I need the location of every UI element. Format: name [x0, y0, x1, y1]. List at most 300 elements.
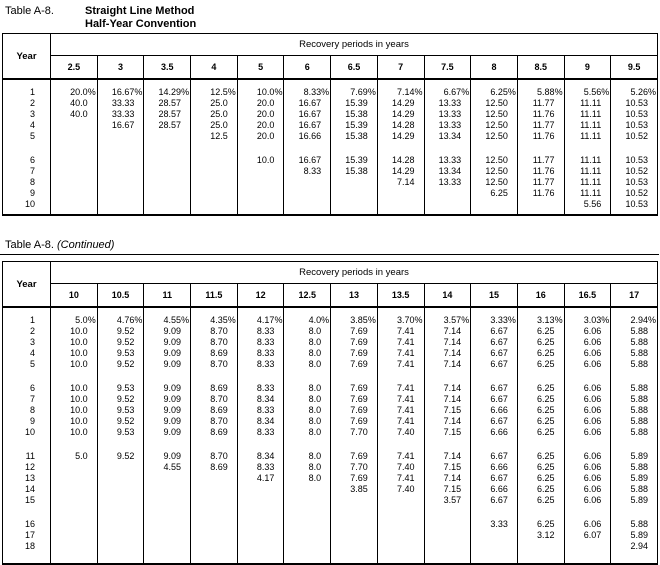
value-cell: 12.50	[471, 166, 518, 177]
value-cell: 15.39	[331, 98, 378, 109]
value-cell: 8.33	[284, 166, 331, 177]
value-cell: 12.50	[471, 177, 518, 188]
value-cell: 6.25%	[471, 79, 518, 98]
period-column-header: 3.5	[144, 56, 191, 80]
value-cell: 8.33	[237, 359, 284, 370]
value-cell: 10.53	[611, 142, 658, 166]
value-cell: 8.0	[284, 473, 331, 484]
value-cell: 16.67	[284, 98, 331, 109]
value-cell: 7.41	[377, 348, 424, 359]
table-row	[3, 394, 658, 405]
period-column-header: 10	[51, 284, 98, 308]
value-cell: 5.88	[611, 462, 658, 473]
year-cell: 5	[3, 131, 51, 142]
value-cell: 9.52	[97, 438, 144, 462]
value-cell	[51, 120, 98, 131]
value-cell: 6.67	[471, 394, 518, 405]
period-column-header: 12	[237, 284, 284, 308]
value-cell: 8.34	[237, 438, 284, 462]
value-cell: 11.11	[564, 98, 611, 109]
value-cell: 6.67%	[424, 79, 471, 98]
value-cell	[377, 199, 424, 215]
table-row	[3, 484, 658, 495]
value-cell: 7.69	[331, 348, 378, 359]
value-cell: 9.09	[144, 427, 191, 438]
value-cell: 7.41	[377, 394, 424, 405]
value-cell	[517, 541, 564, 564]
value-cell: 6.25	[517, 506, 564, 530]
year-cell: 14	[3, 484, 51, 495]
table-row	[3, 142, 658, 166]
value-cell	[144, 188, 191, 199]
value-cell: 16.67%	[97, 79, 144, 98]
value-cell: 7.69	[331, 438, 378, 462]
value-cell	[284, 188, 331, 199]
value-cell: 5.88	[611, 348, 658, 359]
value-cell: 9.53	[97, 370, 144, 394]
value-cell	[331, 530, 378, 541]
value-cell: 20.0	[237, 98, 284, 109]
value-cell: 6.25	[517, 473, 564, 484]
value-cell	[237, 506, 284, 530]
value-cell: 6.07	[564, 530, 611, 541]
value-cell: 8.69	[191, 405, 238, 416]
value-cell: 8.0	[284, 359, 331, 370]
value-cell	[424, 199, 471, 215]
value-cell	[191, 541, 238, 564]
value-cell	[237, 177, 284, 188]
value-cell: 6.25	[517, 416, 564, 427]
value-cell: 13.33	[424, 177, 471, 188]
value-cell: 8.70	[191, 359, 238, 370]
value-cell: 12.50	[471, 131, 518, 142]
value-cell: 10.53	[611, 109, 658, 120]
value-cell: 7.40	[377, 484, 424, 495]
value-cell	[284, 506, 331, 530]
value-cell: 12.5	[191, 131, 238, 142]
value-cell	[191, 142, 238, 166]
value-cell: 20.0	[237, 131, 284, 142]
table-a8-part1	[2, 33, 658, 216]
value-cell: 7.41	[377, 337, 424, 348]
period-column-header: 4	[191, 56, 238, 80]
table-row	[3, 98, 658, 109]
value-cell: 11.77	[517, 177, 564, 188]
period-column-header: 5	[237, 56, 284, 80]
period-column-header: 16.5	[564, 284, 611, 308]
period-column-header: 9	[564, 56, 611, 80]
table-row	[3, 462, 658, 473]
value-cell: 8.33%	[284, 79, 331, 98]
value-cell: 8.0	[284, 427, 331, 438]
value-cell: 12.50	[471, 120, 518, 131]
value-cell: 40.0	[51, 109, 98, 120]
value-cell	[51, 188, 98, 199]
value-cell: 10.0	[51, 427, 98, 438]
value-cell: 6.67	[471, 348, 518, 359]
value-cell: 10.52	[611, 188, 658, 199]
value-cell: 8.33	[237, 348, 284, 359]
value-cell: 9.09	[144, 438, 191, 462]
year-cell: 9	[3, 416, 51, 427]
value-cell	[144, 495, 191, 506]
value-cell	[144, 484, 191, 495]
value-cell	[144, 506, 191, 530]
value-cell: 10.53	[611, 120, 658, 131]
value-cell: 7.69	[331, 370, 378, 394]
value-cell: 5.88	[611, 484, 658, 495]
value-cell: 8.33	[237, 405, 284, 416]
value-cell: 8.0	[284, 370, 331, 394]
value-cell: 9.52	[97, 394, 144, 405]
value-cell: 6.67	[471, 370, 518, 394]
value-cell: 16.66	[284, 131, 331, 142]
value-cell: 12.50	[471, 98, 518, 109]
value-cell: 10.0	[51, 359, 98, 370]
year-cell: 1	[3, 307, 51, 326]
value-cell	[51, 199, 98, 215]
period-column-header: 13	[331, 284, 378, 308]
value-cell: 6.25	[517, 359, 564, 370]
year-cell: 10	[3, 427, 51, 438]
value-cell: 7.69	[331, 416, 378, 427]
value-cell	[97, 199, 144, 215]
value-cell	[97, 506, 144, 530]
value-cell: 9.09	[144, 416, 191, 427]
period-header-row	[3, 284, 658, 308]
value-cell: 10.0	[51, 337, 98, 348]
value-cell: 5.88	[611, 326, 658, 337]
value-cell: 2.94%	[611, 307, 658, 326]
value-cell: 6.67	[471, 495, 518, 506]
value-cell: 11.77	[517, 120, 564, 131]
value-cell: 10.0	[51, 394, 98, 405]
table-title-lines	[85, 5, 196, 31]
value-cell: 8.69	[191, 348, 238, 359]
value-cell: 11.11	[564, 131, 611, 142]
value-cell: 33.33	[97, 109, 144, 120]
value-cell: 7.70	[331, 427, 378, 438]
value-cell: 7.69	[331, 326, 378, 337]
year-cell: 2	[3, 326, 51, 337]
value-cell: 11.76	[517, 188, 564, 199]
table-label: Table A-8.	[5, 5, 54, 17]
value-cell: 2.94	[611, 541, 658, 564]
value-cell: 7.41	[377, 326, 424, 337]
value-cell: 9.09	[144, 326, 191, 337]
title-line-convention: Half-Year Convention	[85, 18, 197, 30]
value-cell: 6.06	[564, 473, 611, 484]
value-cell	[51, 142, 98, 166]
value-cell	[191, 506, 238, 530]
table-row	[3, 326, 658, 337]
value-cell: 9.09	[144, 337, 191, 348]
value-cell: 7.69	[331, 394, 378, 405]
value-cell	[97, 142, 144, 166]
value-cell: 8.0	[284, 462, 331, 473]
value-cell: 12.5%	[191, 79, 238, 98]
value-cell: 6.25	[517, 462, 564, 473]
value-cell: 7.14	[424, 348, 471, 359]
value-cell: 3.57	[424, 495, 471, 506]
value-cell: 13.33	[424, 120, 471, 131]
value-cell	[237, 530, 284, 541]
value-cell: 3.85%	[331, 307, 378, 326]
value-cell	[284, 495, 331, 506]
value-cell	[144, 199, 191, 215]
value-cell	[424, 530, 471, 541]
value-cell	[51, 541, 98, 564]
value-cell	[51, 166, 98, 177]
value-cell: 15.38	[331, 131, 378, 142]
value-cell: 6.25	[517, 495, 564, 506]
value-cell: 8.69	[191, 370, 238, 394]
value-cell: 7.41	[377, 438, 424, 462]
value-cell: 14.28	[377, 142, 424, 166]
year-cell: 3	[3, 109, 51, 120]
value-cell: 10.0	[51, 348, 98, 359]
value-cell: 5.88	[611, 416, 658, 427]
value-cell: 7.40	[377, 462, 424, 473]
value-cell: 6.25	[517, 370, 564, 394]
value-cell: 14.28	[377, 120, 424, 131]
value-cell: 6.06	[564, 405, 611, 416]
value-cell: 5.89	[611, 473, 658, 484]
value-cell	[471, 199, 518, 215]
value-cell	[237, 541, 284, 564]
value-cell: 8.69	[191, 427, 238, 438]
value-cell: 20.0	[237, 109, 284, 120]
value-cell: 6.06	[564, 359, 611, 370]
value-cell: 7.40	[377, 427, 424, 438]
value-cell: 13.33	[424, 142, 471, 166]
value-cell: 28.57	[144, 120, 191, 131]
value-cell: 11.11	[564, 109, 611, 120]
value-cell: 6.06	[564, 337, 611, 348]
table-label-continued: Table A-8.	[5, 239, 54, 251]
value-cell: 4.76%	[97, 307, 144, 326]
value-cell: 6.06	[564, 462, 611, 473]
value-cell: 28.57	[144, 109, 191, 120]
year-cell: 7	[3, 394, 51, 405]
value-cell	[51, 473, 98, 484]
value-cell	[284, 530, 331, 541]
value-cell: 7.14	[424, 394, 471, 405]
value-cell	[284, 541, 331, 564]
value-cell: 9.09	[144, 359, 191, 370]
value-cell: 7.41	[377, 370, 424, 394]
year-cell: 5	[3, 359, 51, 370]
value-cell	[51, 495, 98, 506]
value-cell: 7.14	[424, 359, 471, 370]
value-cell: 9.53	[97, 348, 144, 359]
value-cell	[564, 541, 611, 564]
value-cell	[144, 473, 191, 484]
value-cell: 20.0%	[51, 79, 98, 98]
year-cell: 6	[3, 370, 51, 394]
table-row	[3, 427, 658, 438]
value-cell: 6.06	[564, 326, 611, 337]
value-cell: 6.25	[517, 337, 564, 348]
value-cell: 8.33	[237, 427, 284, 438]
year-cell: 7	[3, 166, 51, 177]
value-cell: 7.70	[331, 462, 378, 473]
value-cell: 10.0	[237, 142, 284, 166]
value-cell: 4.17%	[237, 307, 284, 326]
value-cell: 8.70	[191, 326, 238, 337]
value-cell: 7.14	[424, 473, 471, 484]
value-cell: 6.67	[471, 359, 518, 370]
value-cell: 8.33	[237, 326, 284, 337]
value-cell: 8.70	[191, 416, 238, 427]
value-cell: 7.69	[331, 473, 378, 484]
year-cell: 12	[3, 462, 51, 473]
value-cell: 28.57	[144, 98, 191, 109]
value-cell	[144, 177, 191, 188]
period-column-header: 8	[471, 56, 518, 80]
value-cell: 8.33	[237, 370, 284, 394]
value-cell: 6.06	[564, 370, 611, 394]
value-cell: 9.09	[144, 370, 191, 394]
value-cell: 5.88%	[517, 79, 564, 98]
table-a8-part2	[2, 261, 659, 565]
value-cell: 8.0	[284, 438, 331, 462]
value-cell: 4.55	[144, 462, 191, 473]
value-cell: 7.14	[424, 416, 471, 427]
year-cell: 8	[3, 177, 51, 188]
value-cell	[237, 484, 284, 495]
year-cell: 9	[3, 188, 51, 199]
value-cell: 6.06	[564, 394, 611, 405]
value-cell: 9.52	[97, 359, 144, 370]
value-cell: 6.06	[564, 427, 611, 438]
value-cell: 5.89	[611, 438, 658, 462]
continued-suffix: (Continued)	[56, 239, 115, 251]
value-cell: 7.14	[424, 326, 471, 337]
value-cell	[97, 530, 144, 541]
value-cell: 3.85	[331, 484, 378, 495]
value-cell: 11.11	[564, 166, 611, 177]
value-cell: 8.70	[191, 337, 238, 348]
value-cell	[377, 188, 424, 199]
value-cell: 5.88	[611, 427, 658, 438]
table-row	[3, 166, 658, 177]
value-cell	[377, 541, 424, 564]
value-cell: 6.25	[517, 326, 564, 337]
value-cell	[144, 530, 191, 541]
year-cell: 4	[3, 120, 51, 131]
value-cell: 8.0	[284, 326, 331, 337]
recovery-periods-header: Recovery periods in years	[51, 34, 658, 56]
value-cell: 6.06	[564, 438, 611, 462]
value-cell: 7.14%	[377, 79, 424, 98]
value-cell: 8.70	[191, 394, 238, 405]
year-cell: 13	[3, 473, 51, 484]
table-row	[3, 541, 658, 564]
value-cell: 9.53	[97, 427, 144, 438]
value-cell: 8.0	[284, 348, 331, 359]
value-cell: 13.33	[424, 98, 471, 109]
value-cell	[97, 473, 144, 484]
table-row	[3, 473, 658, 484]
value-cell: 10.0	[51, 416, 98, 427]
value-cell: 8.34	[237, 394, 284, 405]
value-cell: 14.29%	[144, 79, 191, 98]
table-row	[3, 307, 658, 326]
value-cell	[51, 506, 98, 530]
value-cell: 10.53	[611, 98, 658, 109]
year-cell: 6	[3, 142, 51, 166]
period-column-header: 3	[97, 56, 144, 80]
value-cell: 6.66	[471, 484, 518, 495]
value-cell: 9.09	[144, 394, 191, 405]
table-row	[3, 405, 658, 416]
table-row	[3, 359, 658, 370]
value-cell: 3.70%	[377, 307, 424, 326]
value-cell: 3.13%	[517, 307, 564, 326]
period-column-header: 13.5	[377, 284, 424, 308]
value-cell	[97, 166, 144, 177]
value-cell: 8.33	[237, 462, 284, 473]
value-cell: 6.06	[564, 506, 611, 530]
value-cell: 11.77	[517, 98, 564, 109]
year-cell: 15	[3, 495, 51, 506]
value-cell	[97, 177, 144, 188]
value-cell: 9.52	[97, 416, 144, 427]
period-column-header: 11	[144, 284, 191, 308]
value-cell: 5.89	[611, 530, 658, 541]
value-cell	[377, 495, 424, 506]
value-cell: 9.53	[97, 405, 144, 416]
value-cell: 6.25	[517, 405, 564, 416]
year-cell: 3	[3, 337, 51, 348]
value-cell: 7.15	[424, 462, 471, 473]
value-cell: 10.53	[611, 199, 658, 215]
value-cell	[377, 506, 424, 530]
value-cell: 10.52	[611, 131, 658, 142]
year-column-header: Year	[3, 34, 51, 80]
value-cell: 10.53	[611, 177, 658, 188]
value-cell	[191, 473, 238, 484]
value-cell: 5.88	[611, 506, 658, 530]
table-row	[3, 530, 658, 541]
value-cell	[51, 131, 98, 142]
year-cell: 10	[3, 199, 51, 215]
period-column-header: 15	[471, 284, 518, 308]
value-cell	[284, 199, 331, 215]
value-cell: 3.33%	[471, 307, 518, 326]
value-cell: 11.11	[564, 177, 611, 188]
period-column-header: 14	[424, 284, 471, 308]
table-row	[3, 495, 658, 506]
table-a8-part1	[2, 33, 659, 216]
value-cell	[51, 177, 98, 188]
year-cell: 11	[3, 438, 51, 462]
value-cell: 3.57%	[424, 307, 471, 326]
value-cell	[237, 166, 284, 177]
value-cell: 13.34	[424, 166, 471, 177]
value-cell	[191, 530, 238, 541]
value-cell: 7.69	[331, 359, 378, 370]
value-cell: 7.15	[424, 405, 471, 416]
period-column-header: 7.5	[424, 56, 471, 80]
value-cell: 10.0	[51, 370, 98, 394]
value-cell: 6.06	[564, 495, 611, 506]
value-cell	[144, 131, 191, 142]
value-cell: 6.67	[471, 326, 518, 337]
value-cell: 8.34	[237, 416, 284, 427]
value-cell: 7.14	[424, 438, 471, 462]
